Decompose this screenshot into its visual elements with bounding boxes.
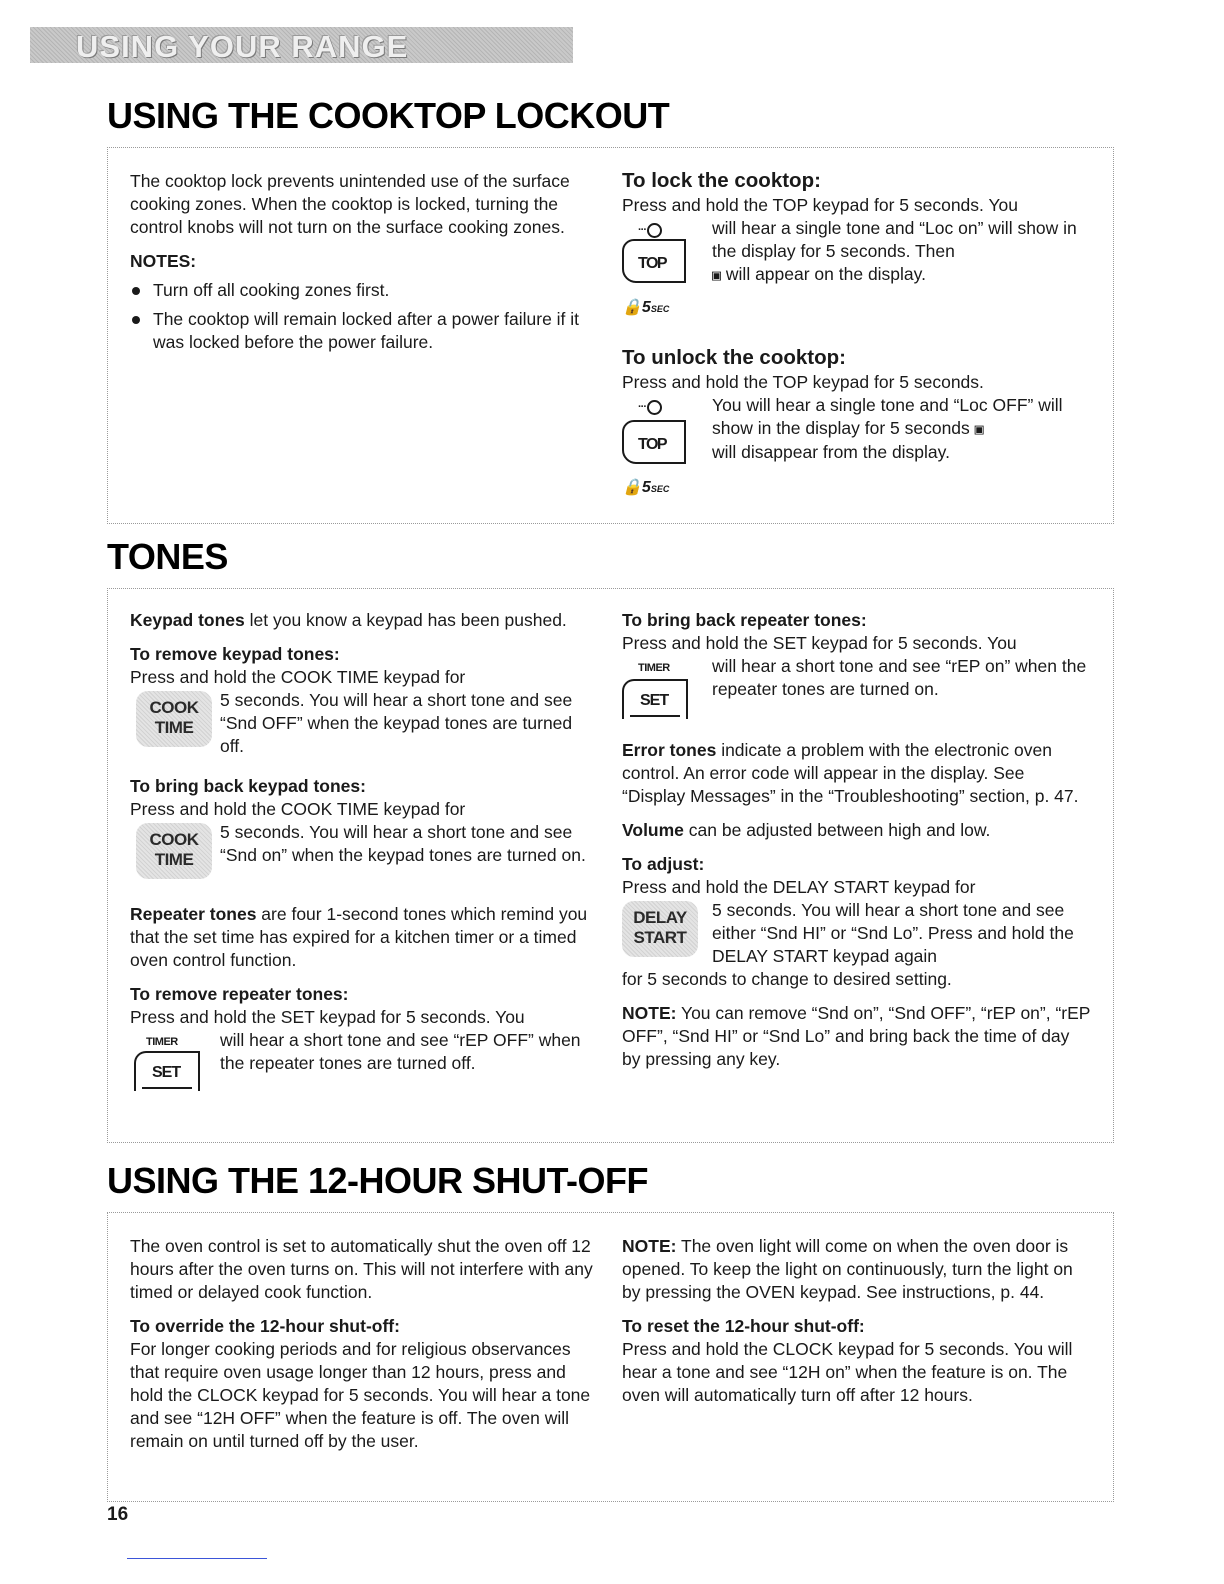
unlock-instruction (622, 394, 1092, 504)
unlock-heading: To unlock the cooktop: (622, 346, 846, 369)
reset-heading: To reset the 12-hour shut-off: (622, 1316, 865, 1336)
adjust-text: 5 seconds. You will hear a short tone and see either “Snd HI” or “Snd Lo”. Press and hold the DELAY START keypad again (712, 900, 1074, 966)
hold-5sec-icon: 🔒5SEC (622, 299, 670, 316)
tones-right-column (622, 609, 1092, 1082)
lockout-left-column (130, 170, 580, 360)
bring-keypad-instruction (130, 821, 600, 891)
link-underline (127, 1558, 267, 1559)
lockout-title: USING THE COOKTOP LOCKOUT (107, 95, 670, 136)
unlock-text: You will hear a single tone and “Loc OFF” will show in the display for 5 seconds ▣ will disappear from the display. (712, 395, 1063, 462)
shutoff-note: NOTE: The oven light will come on when the oven door is opened. To keep the light on continuously, turn the light on by pressing the OVEN keypad. See instructions, p. 44. (622, 1236, 1073, 1302)
lock-instruction (622, 217, 1092, 337)
adjust-line1: Press and hold the DELAY START keypad for (622, 877, 976, 897)
reset-text: Press and hold the CLOCK keypad for 5 seconds. You will hear a tone and see “12H on” when the feature is on. The oven will automatically turn off after 12 hours. (622, 1339, 1073, 1405)
lock-text: will hear a single tone and “Loc on” will show in the display for 5 seconds. Then ▣ will appear on the display. (712, 218, 1077, 284)
lockout-intro: The cooktop lock prevents unintended use of the surface cooking zones. When the cooktop is locked, turning the control knobs will not turn on the surface cooking zones. (130, 171, 570, 237)
bring-repeater-text: will hear a short tone and see “rEP on” when the repeater tones are turned on. (712, 656, 1087, 699)
timer-label: TIMER (146, 1036, 178, 1048)
bring-repeater-line1: Press and hold the SET keypad for 5 seconds. You (622, 633, 1017, 653)
delay-start-keypad-icon: DELAY START (622, 901, 698, 957)
shutoff-box (107, 1212, 1114, 1502)
bring-keypad-text: 5 seconds. You will hear a short tone and see “Snd on” when the keypad tones are turned on. (220, 822, 586, 865)
adjust-instruction (622, 899, 1092, 968)
bullet-icon (132, 287, 140, 295)
set-keypad-icon: SET (622, 679, 688, 719)
notes-heading: NOTES: (130, 251, 197, 271)
top-keypad-icon: TOP (622, 239, 686, 283)
remove-repeater-instruction (130, 1029, 600, 1099)
shutoff-left-column (130, 1235, 600, 1453)
tone-icon: ··· (638, 396, 662, 419)
bring-keypad-line1: Press and hold the COOK TIME keypad for (130, 799, 466, 819)
volume-text: Volume can be adjusted between high and low. (622, 820, 991, 840)
hold-5sec-icon: 🔒5SEC (622, 479, 670, 496)
tone-icon: ··· (638, 219, 662, 242)
bring-keypad-heading: To bring back keypad tones: (130, 776, 366, 796)
page-number: 16 (107, 1504, 129, 1525)
cook-time-keypad-icon: COOK TIME (136, 823, 212, 879)
remove-keypad-heading: To remove keypad tones: (130, 644, 340, 664)
adjust-line-end: for 5 seconds to change to desired setting. (622, 969, 952, 989)
notes-list (130, 279, 580, 354)
tones-box (107, 588, 1114, 1143)
bring-repeater-instruction (622, 655, 1092, 731)
note-item: Turn off all cooking zones first. (130, 279, 580, 302)
remove-repeater-line1: Press and hold the SET keypad for 5 seconds. You (130, 1007, 525, 1027)
unlock-line1: Press and hold the TOP keypad for 5 seconds. (622, 372, 984, 392)
timer-label: TIMER (638, 662, 670, 674)
remove-keypad-line1: Press and hold the COOK TIME keypad for (130, 667, 466, 687)
remove-keypad-text: 5 seconds. You will hear a short tone and see “Snd OFF” when the keypad tones are turned off. (220, 690, 573, 756)
bullet-icon (132, 316, 140, 324)
tones-title: TONES (107, 536, 228, 577)
keypad-tones-text: Keypad tones let you know a keypad has been pushed. (130, 610, 567, 630)
shutoff-intro: The oven control is set to automatically shut the oven off 12 hours after the oven turns on. This will not interfere with any timed or delayed cook function. (130, 1236, 593, 1302)
shutoff-title: USING THE 12-HOUR SHUT-OFF (107, 1160, 649, 1201)
repeater-tones-text: Repeater tones are four 1-second tones which remind you that the set time has expired for a kitchen timer or a timed oven control function. (130, 904, 588, 970)
top-keypad-icon: TOP (622, 420, 686, 464)
shutoff-right-column (622, 1235, 1092, 1407)
lockout-right-column (622, 168, 1092, 504)
tones-left-column (130, 609, 600, 1099)
lockout-box (107, 147, 1114, 524)
lock-indicator-icon: ▣ (712, 266, 722, 284)
set-keypad-icon: SET (134, 1051, 200, 1091)
tones-note: NOTE: You can remove “Snd on”, “Snd OFF”, “rEP on”, “rEP OFF”, “Snd HI” or “Snd Lo” and bring back the time of day by pressing any key. (622, 1003, 1091, 1069)
banner-text: USING YOUR RANGE (76, 29, 409, 64)
remove-keypad-instruction (130, 689, 600, 765)
note-item: The cooktop will remain locked after a power failure if it was locked before the power failure. (130, 308, 580, 354)
adjust-heading: To adjust: (622, 854, 705, 874)
override-heading: To override the 12-hour shut-off: (130, 1316, 400, 1336)
remove-repeater-heading: To remove repeater tones: (130, 984, 349, 1004)
cook-time-keypad-icon: COOK TIME (136, 691, 212, 747)
error-tones-text: Error tones indicate a problem with the electronic oven control. An error code will appear in the display. See “Display Messages” in the “Troubleshooting” section, p. 47. (622, 740, 1079, 806)
lock-indicator-icon: ▣ (974, 420, 984, 438)
lock-heading: To lock the cooktop: (622, 169, 821, 192)
section-banner (30, 27, 573, 63)
remove-repeater-text: will hear a short tone and see “rEP OFF” when the repeater tones are turned off. (220, 1030, 581, 1073)
lock-line1: Press and hold the TOP keypad for 5 seconds. You (622, 195, 1018, 215)
override-text: For longer cooking periods and for religious observances that require oven usage longer than 12 hours, press and hold the CLOCK keypad for 5 seconds. You will hear a tone and see “12H OFF” when the feature is off. The oven will remain on until turned off by the user. (130, 1339, 591, 1451)
bring-repeater-heading: To bring back repeater tones: (622, 610, 867, 630)
